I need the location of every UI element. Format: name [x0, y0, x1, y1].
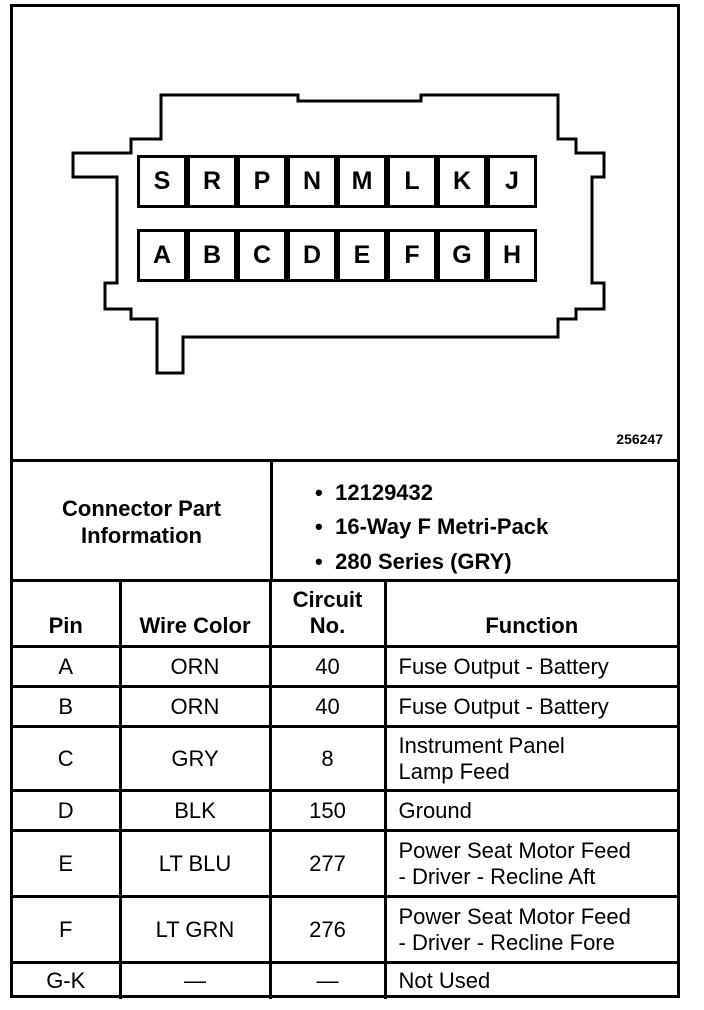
bullet-icon: • — [315, 480, 323, 505]
function-cell: Fuse Output - Battery — [385, 647, 677, 687]
pin-cell: C — [13, 727, 120, 791]
pin-cavity-s: S — [137, 155, 187, 208]
pin-cell: B — [13, 687, 120, 727]
table-row — [13, 831, 677, 897]
pin-cell: A — [13, 647, 120, 687]
table-row — [13, 963, 677, 999]
connector-part-info — [13, 459, 677, 582]
function-cell: Not Used — [385, 963, 677, 999]
pin-cavity-g: G — [437, 229, 487, 282]
info-heading — [13, 462, 273, 582]
function-cell: Power Seat Motor Feed - Driver - Recline Fore — [385, 897, 677, 963]
pin-cavity-c: C — [237, 229, 287, 282]
wire-color-cell: ORN — [120, 647, 270, 687]
function-cell: Fuse Output - Battery — [385, 687, 677, 727]
pin-cavity-b: B — [187, 229, 237, 282]
function-cell: Ground — [385, 791, 677, 831]
circuit-cell: 8 — [270, 727, 385, 791]
pinout-table — [13, 579, 677, 999]
table-row — [13, 647, 677, 687]
pin-cavity-h: H — [487, 229, 537, 282]
function-cell: Power Seat Motor Feed - Driver - Recline Aft — [385, 831, 677, 897]
table-row — [13, 791, 677, 831]
bullet-icon: • — [315, 549, 323, 574]
pin-cavity-e: E — [337, 229, 387, 282]
circuit-cell: — — [270, 963, 385, 999]
circuit-cell: 150 — [270, 791, 385, 831]
wire-color-cell: GRY — [120, 727, 270, 791]
info-heading-line1: Connector Part — [62, 496, 221, 521]
connector-diagram — [13, 7, 677, 459]
pin-cavity-a: A — [137, 229, 187, 282]
circuit-cell: 40 — [270, 687, 385, 727]
bullet-icon: • — [315, 514, 323, 539]
circuit-cell: 40 — [270, 647, 385, 687]
header-wire-color: Wire Color — [120, 581, 270, 647]
pin-cavity-k: K — [437, 155, 487, 208]
wire-color-cell: ORN — [120, 687, 270, 727]
pin-cavity-n: N — [287, 155, 337, 208]
wire-color-cell: LT BLU — [120, 831, 270, 897]
pin-cavity-m: M — [337, 155, 387, 208]
pin-cavity-j: J — [487, 155, 537, 208]
header-circuit: Circuit No. — [270, 581, 385, 647]
pin-cavity-r: R — [187, 155, 237, 208]
header-function: Function — [385, 581, 677, 647]
pin-cell: D — [13, 791, 120, 831]
wire-color-cell: LT GRN — [120, 897, 270, 963]
info-item: • 12129432 — [315, 480, 434, 505]
info-heading-line2: Information — [81, 523, 202, 548]
wire-color-cell: BLK — [120, 791, 270, 831]
info-item: • 280 Series (GRY) — [315, 549, 512, 574]
info-item: • 16-Way F Metri-Pack — [315, 514, 549, 539]
pin-cell: F — [13, 897, 120, 963]
table-row — [13, 727, 677, 791]
table-row — [13, 897, 677, 963]
pin-cell: E — [13, 831, 120, 897]
pin-cavity-p: P — [237, 155, 287, 208]
circuit-cell: 277 — [270, 831, 385, 897]
wire-color-cell: — — [120, 963, 270, 999]
pin-cell: G-K — [13, 963, 120, 999]
table-row — [13, 687, 677, 727]
connector-sheet — [10, 4, 680, 998]
figure-id: 256247 — [616, 431, 663, 447]
pin-cavity-d: D — [287, 229, 337, 282]
pin-cavity-l: L — [387, 155, 437, 208]
function-cell: Instrument Panel Lamp Feed — [385, 727, 677, 791]
info-list — [273, 462, 677, 582]
pin-cavity-f: F — [387, 229, 437, 282]
circuit-cell: 276 — [270, 897, 385, 963]
header-pin: Pin — [13, 581, 120, 647]
